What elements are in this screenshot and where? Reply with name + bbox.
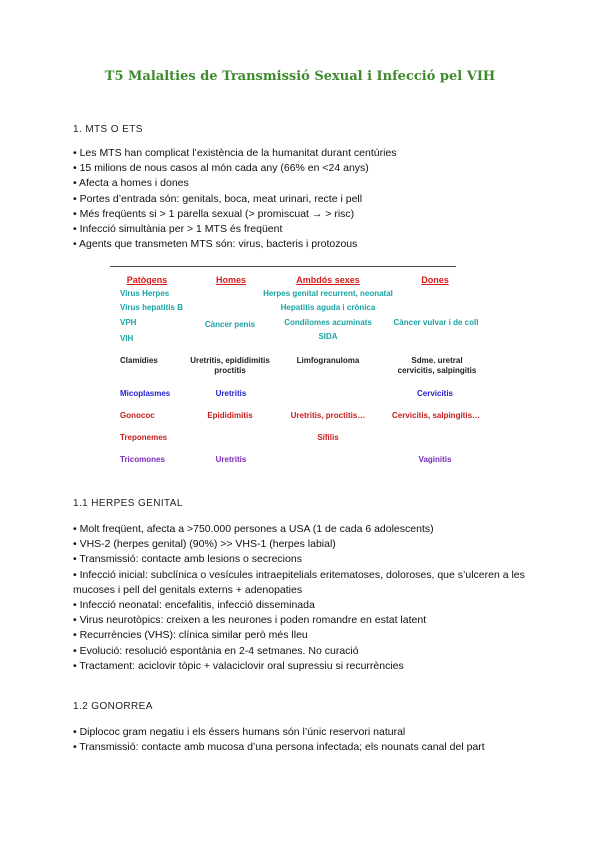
bullet-item: • Les MTS han complicat l’existència de la humanitat durant centúries	[73, 147, 397, 159]
table-cell-women: Cervicitis, salpingitis…	[391, 411, 481, 420]
table-cell-pathogen: Virus hepatitis B	[120, 303, 183, 312]
bullet-item: • Virus neurotòpics: creixen a les neurones i poden romandre en estat latent	[73, 614, 427, 627]
table-cell-women: Vaginitis	[418, 455, 452, 464]
bullet-item: • Més freqüents si > 1 parella sexual (> promiscuat → > risc)	[73, 207, 355, 220]
table-header-men: Homes	[215, 275, 246, 285]
document-title: T5 Malalties de Transmissió Sexual i Infecció pel VIH	[104, 69, 496, 84]
table-cell-pathogen: Treponemes	[120, 433, 168, 442]
table-cell-pathogen: Gonococ	[120, 411, 155, 420]
table-header-both: Ambdós sexes	[296, 275, 360, 285]
table-cell-both: Hepatitis aguda i crònica	[280, 303, 376, 312]
table-cell-both: Herpes genital recurrent, neonatal	[263, 289, 393, 298]
table-cell-both: SIDA	[318, 332, 338, 341]
table-cell-women: Sdme. uretral cervicitis, salpingitis	[397, 356, 477, 375]
bullet-item: • Afecta a homes i dones	[73, 177, 189, 190]
section-heading-herpes: 1.1 HERPES GENITAL	[73, 498, 183, 509]
bullet-item: • Tractament: aciclovir tòpic + valaciclovir oral supressiu si recurrències	[73, 659, 404, 672]
table-cell-pathogen: Tricomones	[120, 455, 165, 464]
table-cell-pathogen: VIH	[120, 334, 134, 343]
bullet-item: • Molt freqüent, afecta a >750.000 persones a USA (1 de cada 6 adolescents)	[73, 523, 434, 535]
bullet-item: • Infecció neonatal: encefalitis, infecció disseminada	[73, 599, 315, 612]
table-cell-pathogen: Micoplasmes	[120, 389, 171, 398]
bullet-item: • Portes d’entrada són: genitals, boca, meat urinari, recte i pell	[73, 192, 363, 205]
bullet-item: • VHS-2 (herpes genital) (90%) >> VHS-1 (herpes labial)	[73, 538, 336, 551]
table-cell-both: Sífilis	[317, 433, 339, 442]
bullet-list-mts	[73, 146, 543, 252]
section-heading-gonorrea: 1.2 GONORREA	[73, 701, 153, 712]
table-cell-pathogen: Virus Herpes	[120, 289, 170, 298]
table-cell-pathogen: VPH	[120, 318, 137, 327]
bullet-item: • Agents que transmeten MTS són: virus, bacteris i protozous	[73, 238, 358, 251]
table-cell-men: Uretritis	[215, 389, 247, 398]
table-header-pathogens: Patògens	[126, 275, 168, 285]
table-cell-pathogen: Clamídies	[120, 356, 158, 365]
table-cell-women: Cervicitis	[416, 389, 454, 398]
bullet-list-gonorrea	[73, 725, 543, 755]
table-cell-both: Limfogranuloma	[296, 356, 360, 365]
table-cell-women: Càncer vulvar i de coll	[393, 318, 479, 327]
bullet-item: • Recurrències (VHS): clínica similar però més lleu	[73, 629, 308, 642]
table-cell-both: Uretritis, proctitis…	[290, 411, 366, 420]
bullet-item: • Infecció inicial: subclínica o vesícules intraepitelials eritematoses, doloroses, que s’ulceren a les mucoses i pell del genitals externs + adenopaties	[73, 568, 525, 596]
section-heading-mts: 1. MTS O ETS	[73, 124, 143, 135]
bullet-item: • Diplococ gram negatiu i els éssers humans són l’únic reservori natural	[73, 726, 406, 738]
bullet-item: • Transmissió: contacte amb mucosa d’una persona infectada; els nounats canal del part	[73, 741, 485, 754]
bullet-item: • Infecció simultània per > 1 MTS és freqüent	[73, 223, 283, 236]
table-cell-both: Condilomes acuminats	[284, 318, 372, 327]
table-header-women: Dones	[421, 275, 449, 285]
table-cell-men: Epididimitis	[207, 411, 253, 420]
bullet-item: • 15 milions de nous casos al món cada any (66% en <24 anys)	[73, 162, 369, 175]
bullet-item: • Evolució: resolució espontània en 2-4 setmanes. No curació	[73, 644, 359, 657]
bullet-list-herpes	[73, 522, 543, 674]
table-cell-men: Uretritis, epididimitis proctitis	[190, 356, 270, 375]
table-cell-men: Uretritis	[215, 455, 247, 464]
table-cell-men: Càncer penis	[204, 320, 256, 329]
table-top-rule	[110, 266, 456, 267]
bullet-item: • Transmissió: contacte amb lesions o secrecions	[73, 553, 302, 566]
